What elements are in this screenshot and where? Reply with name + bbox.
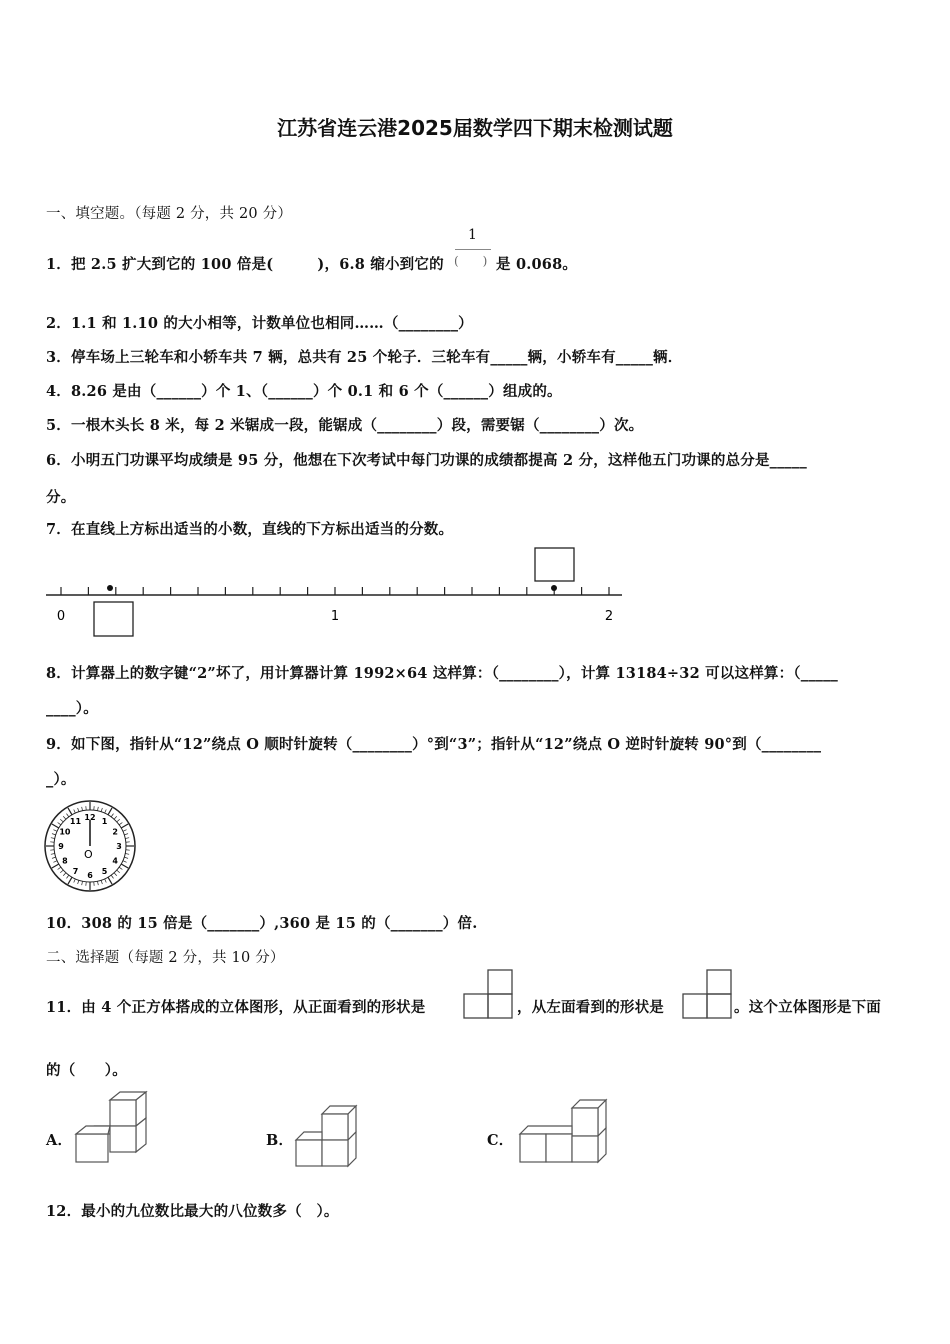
clock-tick xyxy=(125,853,129,854)
clock-tick xyxy=(53,861,57,863)
clock-number: 6 xyxy=(87,871,93,880)
clock-number: 2 xyxy=(112,827,118,837)
clock-tick xyxy=(101,880,102,884)
clock-tick xyxy=(66,875,68,878)
left-view-shape xyxy=(682,968,734,1020)
clock-tick xyxy=(97,807,98,811)
option-b-label[interactable]: B． xyxy=(266,1132,294,1149)
clock-tick xyxy=(78,808,79,812)
clock-tick xyxy=(53,830,57,832)
clock-tick xyxy=(82,881,83,885)
question-8-line-1: 8．计算器上的数字键“2”坏了，用计算器计算 1992×64 这样算：（________），计算 13184÷32 可以这样算：（_____ xyxy=(46,665,839,682)
answer-box-above xyxy=(535,548,574,581)
clock-tick xyxy=(125,838,129,839)
clock-tick xyxy=(51,853,55,854)
clock-tick xyxy=(105,879,107,883)
clock-number: 8 xyxy=(62,856,68,866)
question-11-line-2: 的（ ）。 xyxy=(46,1062,127,1079)
number-line-figure xyxy=(0,540,950,645)
tick-label-0: 0 xyxy=(56,609,66,624)
clock-tick xyxy=(114,816,117,819)
clock-tick xyxy=(60,870,63,873)
question-1-part-a: 1．把 2.5 扩大到它的 100 倍是( )，6.8 缩小到它的 xyxy=(46,256,444,273)
clock-tick xyxy=(58,822,61,824)
clock-tick xyxy=(74,879,76,883)
question-1-part-b: 是 0.068。 xyxy=(496,256,578,273)
clock-number: 4 xyxy=(112,856,118,866)
answer-box-below xyxy=(94,602,133,636)
clock-tick xyxy=(97,881,98,885)
clock-tick xyxy=(68,877,72,884)
clock-number: 7 xyxy=(72,867,79,877)
clock-tick xyxy=(121,824,128,828)
fraction-denominator: ( ) xyxy=(454,254,488,268)
clock-tick xyxy=(58,867,61,869)
clock-tick xyxy=(119,822,122,824)
question-7: 7．在直线上方标出适当的小数，直线的下方标出适当的分数。 xyxy=(46,521,454,538)
option-a-label[interactable]: A． xyxy=(46,1132,73,1149)
clock-tick xyxy=(52,824,59,828)
clock-tick xyxy=(111,875,113,878)
option-c-cubes[interactable] xyxy=(516,1098,612,1166)
clock-number: 1 xyxy=(101,816,108,826)
clock-tick xyxy=(114,873,117,876)
clock-tick xyxy=(117,870,120,873)
clock-tick xyxy=(52,857,56,858)
page-title: 江苏省连云港2025届数学四下期末检测试题 xyxy=(277,116,673,140)
center-point-label: O xyxy=(84,848,93,861)
clock-tick xyxy=(66,814,68,817)
clock-figure xyxy=(42,800,138,892)
option-a-cubes[interactable] xyxy=(74,1090,154,1166)
clock-number: 3 xyxy=(116,842,122,851)
question-11-part-a: 11．由 4 个正方体搭成的立体图形，从正面看到的形状是 xyxy=(46,999,426,1016)
question-8-line-2: ____）。 xyxy=(46,700,98,717)
clock-tick xyxy=(111,814,113,817)
question-2: 2．1.1 和 1.10 的大小相等，计数单位也相同……（________） xyxy=(46,315,473,332)
section-heading-multiple-choice: 二、选择题（每题 2 分，共 10 分） xyxy=(46,950,285,966)
clock-tick xyxy=(117,819,120,822)
clock-number: 5 xyxy=(101,867,108,877)
question-9-line-2: _）。 xyxy=(46,771,76,788)
question-3: 3．停车场上三轮车和小轿车共 7 辆，总共有 25 个轮子．三轮车有_____辆，小轿车有_____辆． xyxy=(46,349,683,366)
option-c-label[interactable]: C． xyxy=(487,1132,514,1149)
clock-tick xyxy=(124,857,128,858)
question-11-part-b: ，从左面看到的形状是 xyxy=(517,999,664,1016)
clock-tick xyxy=(68,808,72,815)
question-10: 10．308 的 15 倍是（_______）,360 是 15 的（_______）倍. xyxy=(46,915,478,932)
clock-tick xyxy=(82,807,83,811)
front-view-shape xyxy=(463,968,515,1020)
clock-tick xyxy=(51,838,55,839)
clock-number: 12 xyxy=(84,813,96,822)
clock-tick xyxy=(63,816,66,819)
question-5: 5．一根木头长 8 米，每 2 米锯成一段，能锯成（________）段，需要锯（________）次。 xyxy=(46,417,644,434)
question-12: 12．最小的九位数比最大的八位数多（ ）。 xyxy=(46,1203,339,1220)
clock-number: 9 xyxy=(58,842,64,851)
question-6-line-1: 6．小明五门功课平均成绩是 95 分，他想在下次考试中每门功课的成绩都提高 2 分，这样他五门功课的总分是_____ xyxy=(46,452,807,469)
question-6-line-2: 分。 xyxy=(46,489,76,506)
clock-tick xyxy=(108,877,112,884)
clock-tick xyxy=(101,808,102,812)
tick-label-1: 1 xyxy=(330,609,340,624)
clock-tick xyxy=(60,819,63,822)
question-11-part-c: 。这个立体图形是下面 xyxy=(734,999,881,1016)
clock-tick xyxy=(78,880,79,884)
point-marker-right xyxy=(551,585,557,591)
clock-tick xyxy=(52,834,56,835)
point-marker-left xyxy=(107,585,113,591)
clock-tick xyxy=(63,873,66,876)
clock-tick xyxy=(105,809,107,813)
clock-tick xyxy=(123,830,127,832)
section-heading-fill-blank: 一、填空题。（每题 2 分，共 20 分） xyxy=(46,206,293,222)
clock-tick xyxy=(74,809,76,813)
clock-tick xyxy=(52,864,59,868)
clock-tick xyxy=(124,834,128,835)
clock-tick xyxy=(123,861,127,863)
clock-tick xyxy=(121,864,128,868)
clock-tick xyxy=(119,867,122,869)
tick-label-2: 2 xyxy=(604,609,614,624)
clock-number: 10 xyxy=(59,827,71,837)
question-4: 4．8.26 是由（______）个 1、（______）个 0.1 和 6 个（______）组成的。 xyxy=(46,383,562,400)
number-line-ticks xyxy=(61,587,609,595)
clock-number: 11 xyxy=(69,816,82,826)
fraction-numerator: 1 xyxy=(468,227,477,243)
clock-tick xyxy=(108,808,112,815)
question-9-line-1: 9．如下图，指针从“12”绕点 O 顺时针旋转（________）°到“3”；指针从“12”绕点 O 逆时针旋转 90°到（________ xyxy=(46,736,822,753)
fraction-bar xyxy=(455,249,491,250)
option-b-cubes[interactable] xyxy=(294,1100,364,1170)
